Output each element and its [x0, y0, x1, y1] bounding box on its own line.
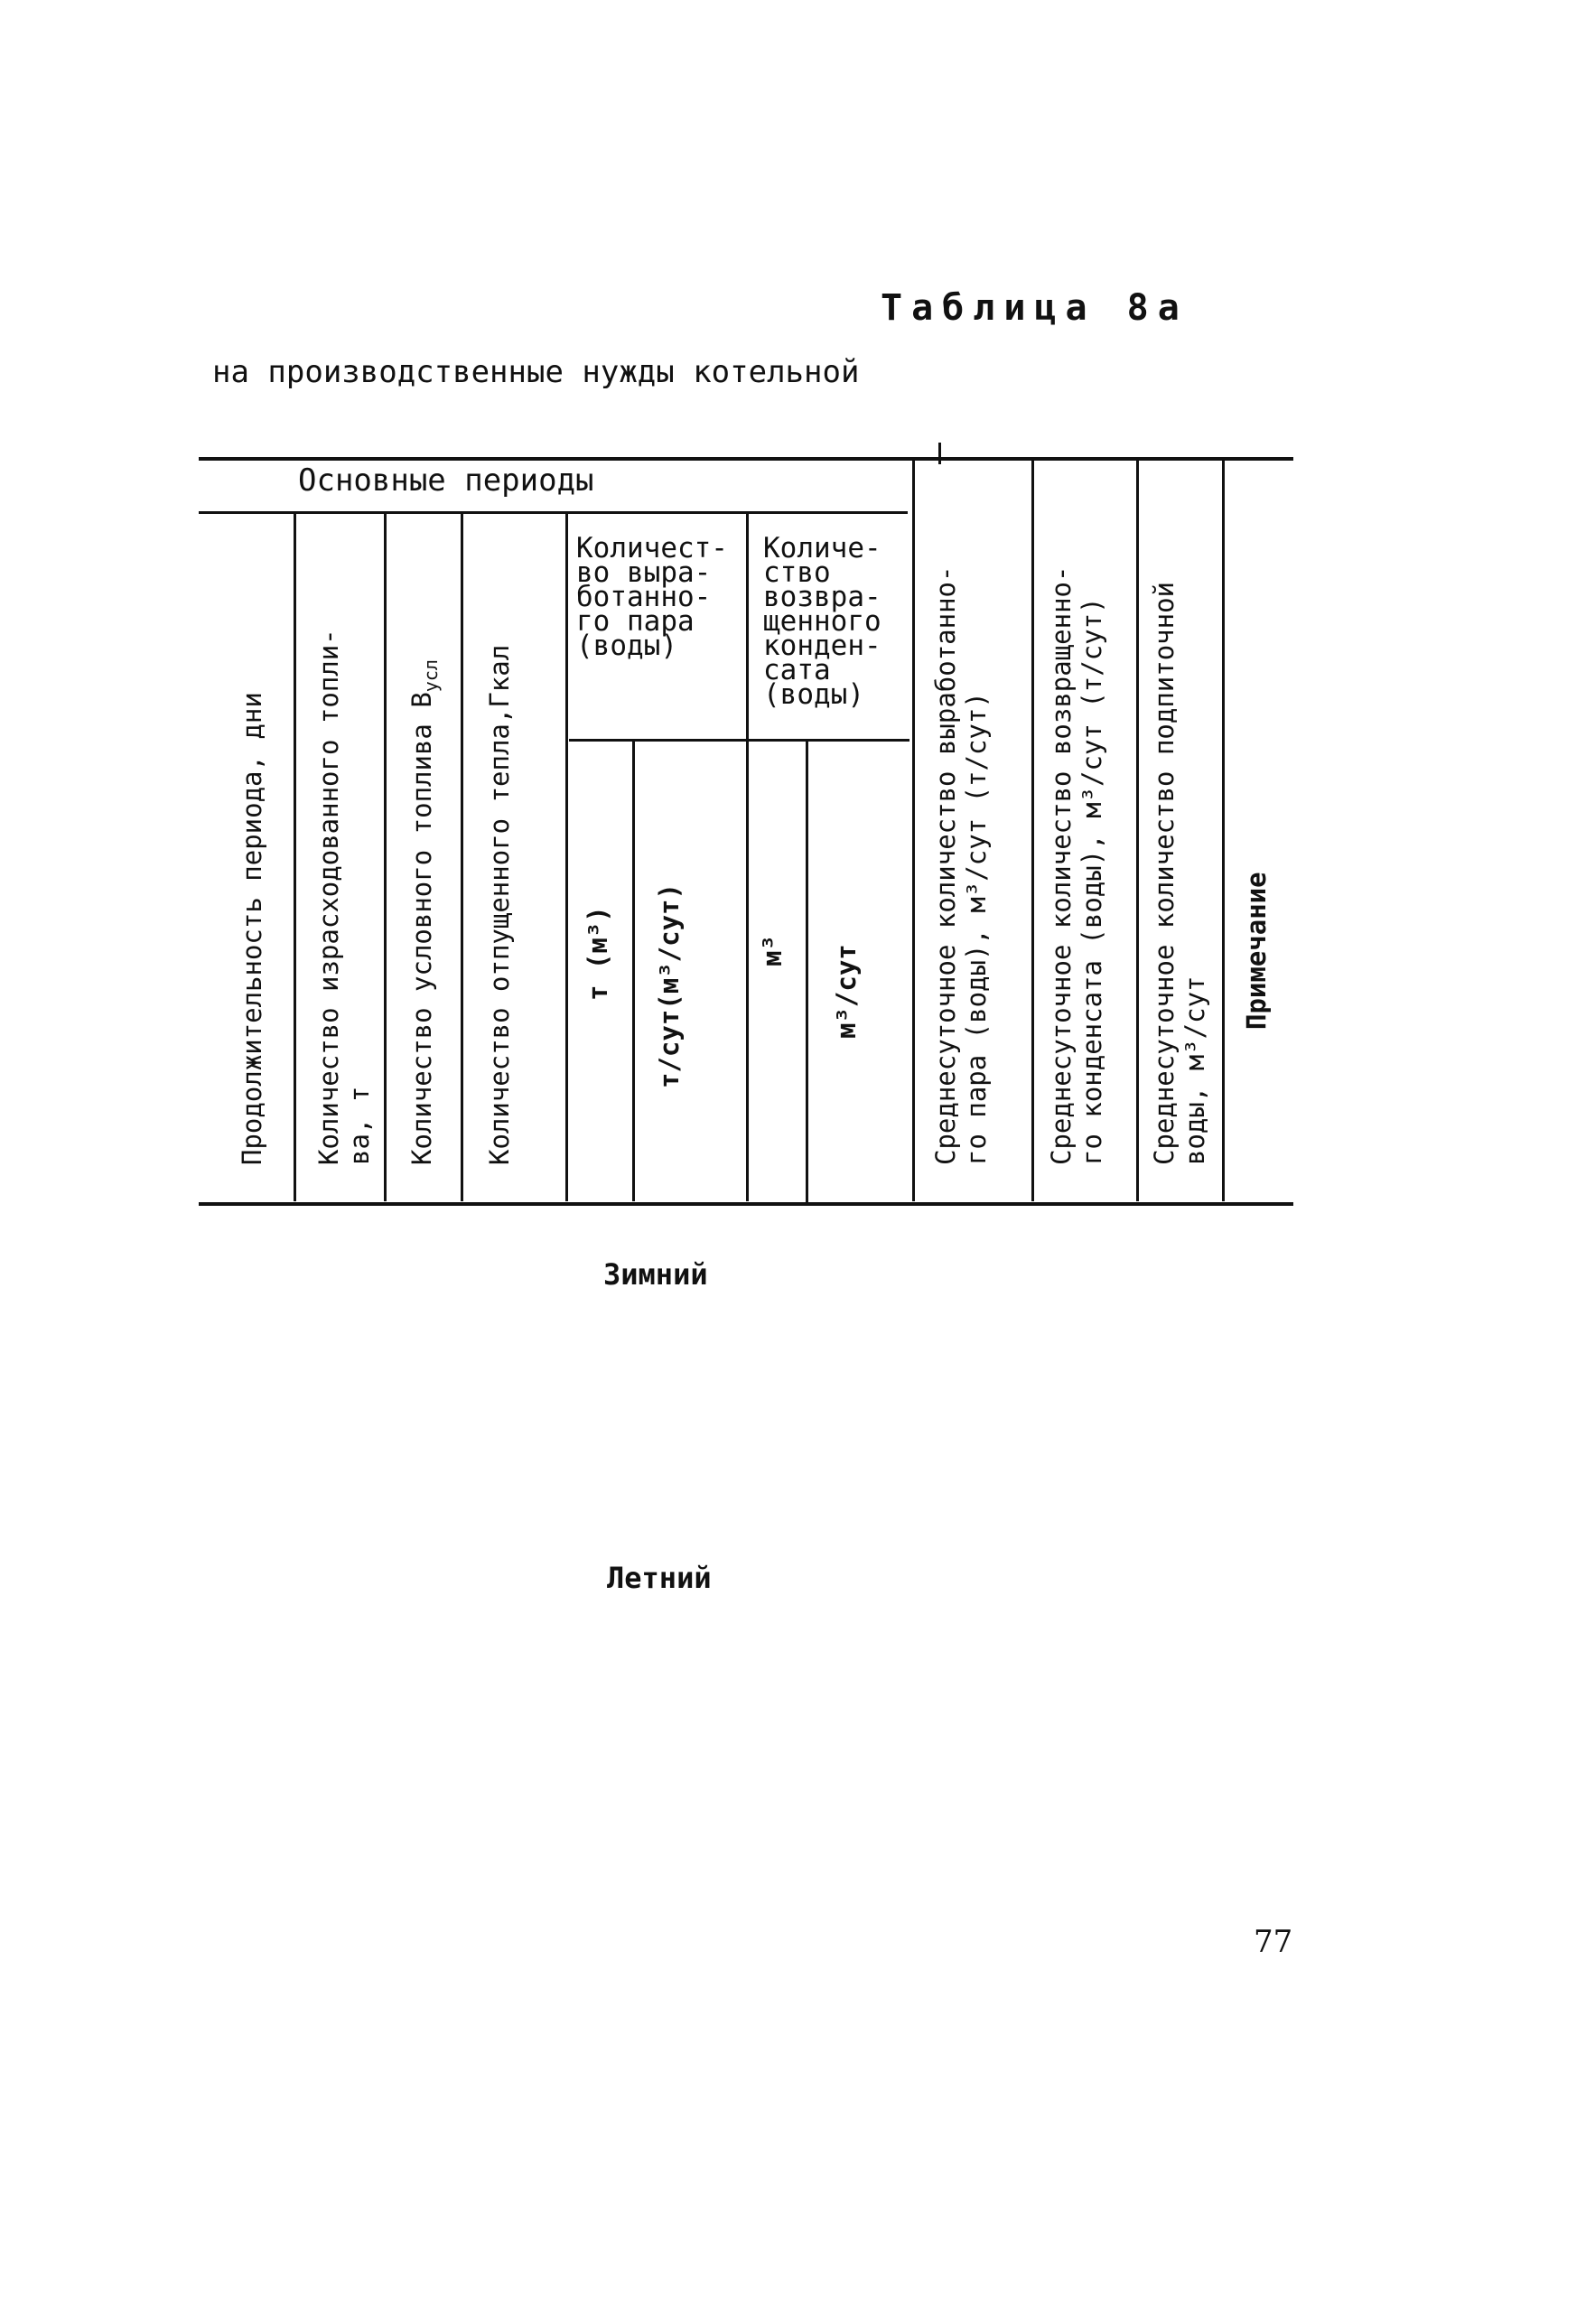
col-divider-1 — [294, 513, 296, 1201]
group-header-rule — [569, 739, 909, 742]
col-divider-3 — [461, 513, 463, 1201]
col-divider-7 — [806, 741, 808, 1206]
col-divider-8 — [912, 459, 915, 1201]
condensate-unit-daily: м³/сут — [831, 944, 862, 1039]
section-winter: Зимний — [603, 1257, 708, 1292]
page-number: 77 — [1254, 1924, 1293, 1960]
condensate-unit-total: м³ — [757, 935, 788, 966]
table-top-rule — [199, 457, 1293, 461]
col-divider-10 — [1031, 459, 1034, 1201]
col-fuel-spent: Количество израсходованного топли- ва, т — [313, 629, 375, 1165]
col-condensate-returned: Количе- ство возвра- щенного конден- сата (воды) — [763, 532, 881, 711]
col-note: Примечание — [1241, 872, 1272, 1030]
table-subtitle: на производственные нужды котельной — [212, 354, 860, 390]
table-label: Таблица 8а — [881, 287, 1189, 329]
steam-unit-daily: т/сут(м³/сут) — [654, 883, 685, 1088]
col-divider-6 — [746, 513, 749, 1201]
col-avg-makeup: Среднесуточное количество подпиточной воды, м³/сут — [1149, 581, 1210, 1165]
col-divider-5 — [632, 741, 635, 1201]
col-steam-produced: Количест- во выра- ботанно- го пара (воды) — [576, 532, 728, 662]
col-avg-condensate: Среднесуточное количество возвращенно- го конденсата (воды), м³/сут (т/сут) — [1046, 565, 1107, 1165]
col-divider-11 — [1136, 459, 1139, 1201]
steam-unit-total: т (м³) — [583, 906, 613, 1001]
col-duration: Продолжительность периода, дни — [237, 692, 267, 1165]
col-heat-released: Количество отпущенного тепла,Гкал — [484, 644, 515, 1165]
col-divider-4 — [565, 513, 568, 1201]
periods-rule — [199, 511, 908, 514]
col-divider-9 — [938, 443, 941, 464]
col-conventional-fuel: Количество условного топлива $В_{усл}$ — [406, 659, 442, 1165]
section-summer: Летний — [607, 1561, 712, 1595]
table-bottom-rule — [199, 1202, 1293, 1206]
col-avg-steam: Среднесуточное количество выработанно- го пара (воды), м³/сут (т/сут) — [930, 565, 992, 1165]
col-divider-12 — [1222, 459, 1225, 1201]
col-divider-2 — [384, 513, 387, 1201]
periods-title: Основные периоды — [298, 462, 594, 499]
